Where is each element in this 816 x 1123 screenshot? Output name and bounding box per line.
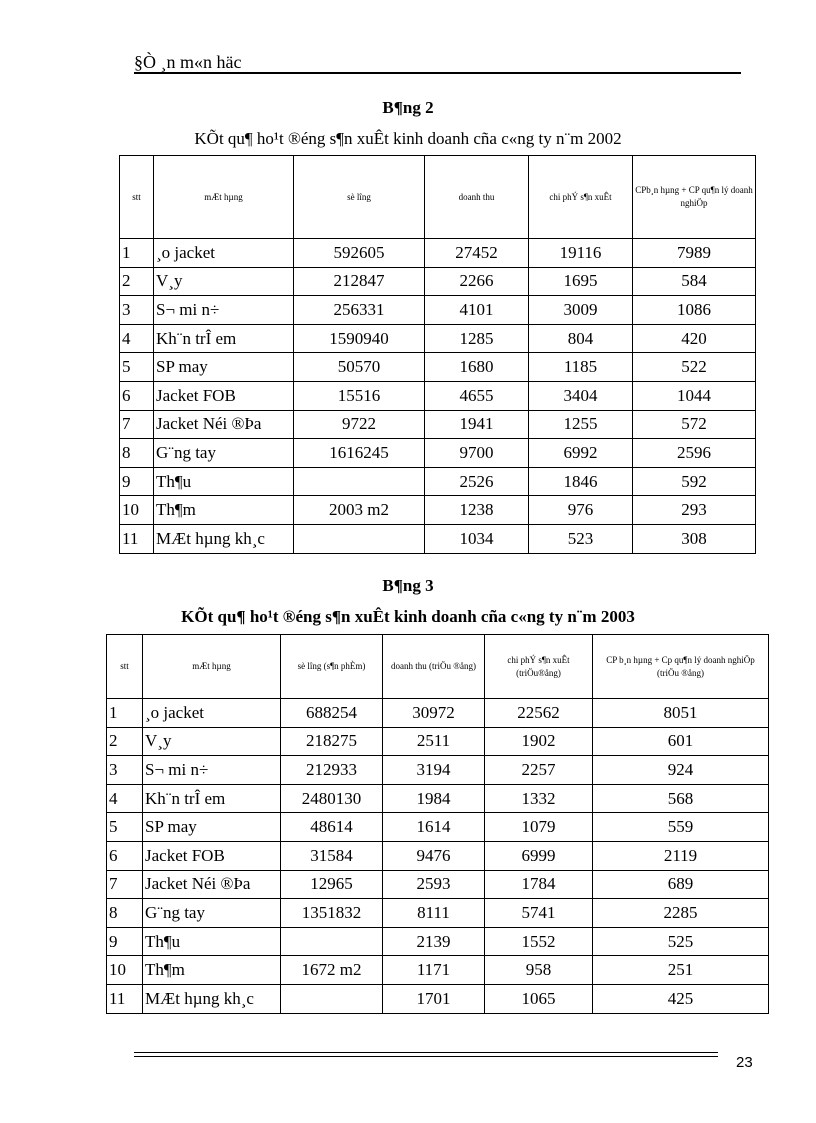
row-number-cell: 5 [120, 353, 154, 382]
row-number-cell: 4 [120, 324, 154, 353]
column-header: doanh thu [425, 156, 529, 239]
table-row [107, 899, 769, 928]
value-cell: 1784 [485, 870, 593, 899]
value-cell: 958 [485, 956, 593, 985]
value-cell: 22562 [485, 699, 593, 728]
value-cell: 592605 [294, 239, 425, 268]
row-number-cell: 8 [107, 899, 143, 928]
column-header: chi phÝ s¶n xuÊt [529, 156, 633, 239]
value-cell: 50570 [294, 353, 425, 382]
value-cell: 8051 [593, 699, 769, 728]
column-header: mÆt hµng [143, 635, 281, 699]
value-cell: 1695 [529, 267, 633, 296]
value-cell: 1846 [529, 467, 633, 496]
value-cell: 9476 [383, 841, 485, 870]
value-cell: 420 [633, 324, 756, 353]
value-cell [281, 984, 383, 1013]
column-header: mÆt hµng [154, 156, 294, 239]
row-number-cell: 7 [107, 870, 143, 899]
value-cell: 293 [633, 496, 756, 525]
table-row [107, 927, 769, 956]
value-cell: 1044 [633, 381, 756, 410]
value-cell: 27452 [425, 239, 529, 268]
value-cell: 256331 [294, 296, 425, 325]
value-cell: 15516 [294, 381, 425, 410]
table-row [107, 956, 769, 985]
table-row [120, 267, 756, 296]
table-row [107, 841, 769, 870]
page-header: §Ò ¸n m«n häc [134, 50, 741, 74]
column-header: stt [107, 635, 143, 699]
footer-divider [134, 1052, 718, 1057]
column-header: doanh thu (triÖu ®ång) [383, 635, 485, 699]
table-row [120, 381, 756, 410]
value-cell: 1171 [383, 956, 485, 985]
value-cell: 2266 [425, 267, 529, 296]
value-cell: 425 [593, 984, 769, 1013]
row-number-cell: 1 [120, 239, 154, 268]
row-number-cell: 4 [107, 784, 143, 813]
value-cell: 9700 [425, 439, 529, 468]
value-cell: 6992 [529, 439, 633, 468]
page-number: 23 [736, 1054, 753, 1071]
column-header: CP b¸n hµng + Cp qu¶n lý doanh nghiÖp (triÖu ®ång) [593, 635, 769, 699]
item-name-cell: MÆt hµng kh¸c [143, 984, 281, 1013]
table-header-row [107, 635, 769, 699]
value-cell: 2511 [383, 727, 485, 756]
item-name-cell: V¸y [143, 727, 281, 756]
value-cell: 1552 [485, 927, 593, 956]
item-name-cell: Th¶u [143, 927, 281, 956]
value-cell: 7989 [633, 239, 756, 268]
column-header: chi phÝ s¶n xuÊt (triÖu®ång) [485, 635, 593, 699]
item-name-cell: Th¶m [143, 956, 281, 985]
row-number-cell: 10 [120, 496, 154, 525]
item-name-cell: ¸o jacket [154, 239, 294, 268]
value-cell: 1332 [485, 784, 593, 813]
value-cell: 522 [633, 353, 756, 382]
table3-title: KÕt qu¶ ho¹t ®éng s¶n xuÊt kinh doanh cña c«ng ty n¨m 2003 [181, 607, 635, 626]
row-number-cell: 8 [120, 439, 154, 468]
value-cell: 2596 [633, 439, 756, 468]
item-name-cell: Jacket FOB [143, 841, 281, 870]
value-cell: 1351832 [281, 899, 383, 928]
value-cell: 568 [593, 784, 769, 813]
value-cell: 4101 [425, 296, 529, 325]
table-row [120, 524, 756, 553]
table-row [120, 410, 756, 439]
value-cell: 2593 [383, 870, 485, 899]
table2-label: B¶ng 2 [382, 98, 434, 117]
item-name-cell: Jacket FOB [154, 381, 294, 410]
table2-title: KÕt qu¶ ho¹t ®éng s¶n xuÊt kinh doanh cña c«ng ty n¨m 2002 [194, 129, 622, 148]
row-number-cell: 10 [107, 956, 143, 985]
item-name-cell: SP may [154, 353, 294, 382]
value-cell: 5741 [485, 899, 593, 928]
value-cell: 559 [593, 813, 769, 842]
value-cell: 1701 [383, 984, 485, 1013]
item-name-cell: MÆt hµng kh¸c [154, 524, 294, 553]
value-cell: 1034 [425, 524, 529, 553]
value-cell: 976 [529, 496, 633, 525]
value-cell: 1065 [485, 984, 593, 1013]
table-row [120, 296, 756, 325]
value-cell: 804 [529, 324, 633, 353]
value-cell: 31584 [281, 841, 383, 870]
value-cell: 1590940 [294, 324, 425, 353]
value-cell: 1616245 [294, 439, 425, 468]
table-row [107, 756, 769, 785]
value-cell: 2257 [485, 756, 593, 785]
table-row [107, 699, 769, 728]
row-number-cell: 2 [107, 727, 143, 756]
value-cell: 212847 [294, 267, 425, 296]
value-cell: 2139 [383, 927, 485, 956]
value-cell: 2285 [593, 899, 769, 928]
value-cell: 218275 [281, 727, 383, 756]
value-cell [294, 467, 425, 496]
value-cell: 1984 [383, 784, 485, 813]
item-name-cell: Th¶m [154, 496, 294, 525]
item-name-cell: S¬ mi n÷ [143, 756, 281, 785]
column-header: stt [120, 156, 154, 239]
value-cell: 1185 [529, 353, 633, 382]
table-row [120, 353, 756, 382]
value-cell: 592 [633, 467, 756, 496]
table-row [120, 496, 756, 525]
value-cell: 19116 [529, 239, 633, 268]
value-cell: 1941 [425, 410, 529, 439]
item-name-cell: Jacket Néi ®Þa [143, 870, 281, 899]
value-cell: 2119 [593, 841, 769, 870]
value-cell: 1238 [425, 496, 529, 525]
value-cell: 1079 [485, 813, 593, 842]
table-row [107, 870, 769, 899]
value-cell: 2526 [425, 467, 529, 496]
value-cell: 6999 [485, 841, 593, 870]
value-cell: 30972 [383, 699, 485, 728]
value-cell: 572 [633, 410, 756, 439]
item-name-cell: S¬ mi n÷ [154, 296, 294, 325]
item-name-cell: G¨ng tay [154, 439, 294, 468]
item-name-cell: G¨ng tay [143, 899, 281, 928]
value-cell: 924 [593, 756, 769, 785]
item-name-cell: Kh¨n trÎ em [143, 784, 281, 813]
row-number-cell: 11 [120, 524, 154, 553]
table-row [120, 439, 756, 468]
value-cell: 523 [529, 524, 633, 553]
value-cell: 212933 [281, 756, 383, 785]
value-cell: 525 [593, 927, 769, 956]
value-cell: 3009 [529, 296, 633, 325]
value-cell: 4655 [425, 381, 529, 410]
value-cell: 1680 [425, 353, 529, 382]
row-number-cell: 6 [120, 381, 154, 410]
value-cell: 308 [633, 524, 756, 553]
row-number-cell: 9 [120, 467, 154, 496]
table-row [107, 984, 769, 1013]
item-name-cell: Th¶u [154, 467, 294, 496]
row-number-cell: 7 [120, 410, 154, 439]
item-name-cell: Kh¨n trÎ em [154, 324, 294, 353]
table-row [120, 324, 756, 353]
value-cell: 688254 [281, 699, 383, 728]
row-number-cell: 9 [107, 927, 143, 956]
row-number-cell: 11 [107, 984, 143, 1013]
value-cell: 1086 [633, 296, 756, 325]
table-row [107, 727, 769, 756]
table-row [107, 813, 769, 842]
column-header: sè lîng (s¶n phÈm) [281, 635, 383, 699]
value-cell: 251 [593, 956, 769, 985]
value-cell: 2003 m2 [294, 496, 425, 525]
value-cell: 1255 [529, 410, 633, 439]
value-cell: 1672 m2 [281, 956, 383, 985]
table2 [119, 155, 756, 554]
value-cell: 3194 [383, 756, 485, 785]
value-cell: 12965 [281, 870, 383, 899]
table-row [120, 467, 756, 496]
row-number-cell: 1 [107, 699, 143, 728]
value-cell: 3404 [529, 381, 633, 410]
value-cell: 1285 [425, 324, 529, 353]
value-cell [294, 524, 425, 553]
table-header-row [120, 156, 756, 239]
item-name-cell: ¸o jacket [143, 699, 281, 728]
table-row [107, 784, 769, 813]
item-name-cell: SP may [143, 813, 281, 842]
value-cell [281, 927, 383, 956]
table-row [120, 239, 756, 268]
value-cell: 1614 [383, 813, 485, 842]
row-number-cell: 5 [107, 813, 143, 842]
table3 [106, 634, 769, 1014]
value-cell: 1902 [485, 727, 593, 756]
row-number-cell: 2 [120, 267, 154, 296]
value-cell: 9722 [294, 410, 425, 439]
value-cell: 8111 [383, 899, 485, 928]
value-cell: 689 [593, 870, 769, 899]
value-cell: 48614 [281, 813, 383, 842]
value-cell: 2480130 [281, 784, 383, 813]
row-number-cell: 3 [107, 756, 143, 785]
table3-label: B¶ng 3 [382, 576, 434, 595]
row-number-cell: 6 [107, 841, 143, 870]
column-header: CPb¸n hµng + CP qu¶n lý doanh nghiÖp [633, 156, 756, 239]
item-name-cell: Jacket Néi ®Þa [154, 410, 294, 439]
value-cell: 601 [593, 727, 769, 756]
column-header: sè lîng [294, 156, 425, 239]
row-number-cell: 3 [120, 296, 154, 325]
value-cell: 584 [633, 267, 756, 296]
item-name-cell: V¸y [154, 267, 294, 296]
